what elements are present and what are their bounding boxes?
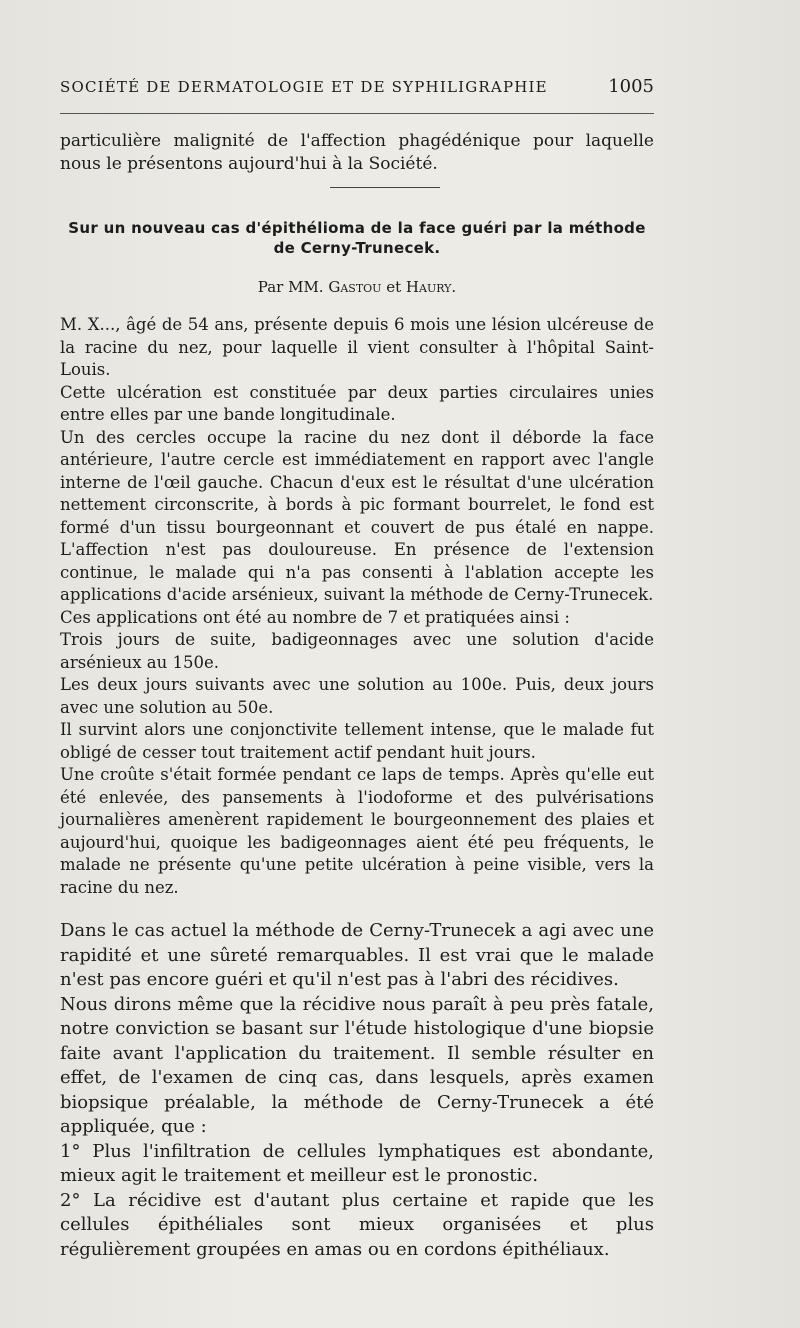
running-header: [60, 76, 654, 97]
section-divider: [330, 187, 440, 188]
case-paragraph: Trois jours de suite, badigeonnages avec une solution d'acide arsénieux au 150e.: [60, 630, 654, 672]
byline-and: et: [386, 278, 402, 296]
byline: [60, 278, 654, 296]
case-paragraph: Les deux jours suivants avec une solution au 100e. Puis, deux jours avec une solution au 50e.: [60, 675, 654, 717]
case-paragraph: Ces applications ont été au nombre de 7 et pratiquées ainsi :: [60, 607, 570, 627]
case-paragraph: Il survint alors une conjonctivite tellement intense, que le malade fut obligé de cesser tout traitement actif pendant huit jours.: [60, 720, 654, 762]
discussion-paragraph: Nous dirons même que la récidive nous paraît à peu près fatale, notre conviction se basant sur l'étude histologique d'une biopsie faite avant l'application du traitement. Il semble résulter en effet, de l'examen de cinq cas, dans lesquels, après examen biopsique préalable, la méthode de Cerny-Trunecek a été appliquée, que :: [60, 993, 654, 1137]
author-2: Haury.: [405, 278, 457, 296]
case-paragraph: Un des cercles occupe la racine du nez dont il déborde la face antérieure, l'autre cercle est immédiatement en rapport avec l'angle interne de l'œil gauche. Chacun d'eux est le résultat d'une ulcération nettement circonscrite, à bords à pic formant bourrelet, le fond est formé d'un tissu bourgeonnant et couvert de pus étalé en nappe. L'affection n'est pas douloureuse. En présence de l'extension continue, le malade qui n'a pas consenti à l'ablation accepte les applications d'acide arsénieux, suivant la méthode de Cerny-Trunecek.: [60, 427, 654, 604]
article-title-line-2: de Cerny-Trunecek.: [273, 239, 441, 257]
discussion: [60, 919, 654, 1262]
discussion-paragraph: 1° Plus l'infiltration de cellules lymphatiques est abondante, mieux agit le traitement et meilleur est le pronostic.: [60, 1140, 654, 1186]
discussion-paragraph: Dans le cas actuel la méthode de Cerny-Trunecek a agi avec une rapidité et une sûreté remarquables. Il est vrai que le malade n'est pas encore guéri et qu'il n'est pas à l'abri des récidives.: [60, 920, 654, 990]
page-body: [60, 130, 654, 1262]
running-title: SOCIÉTÉ DE DERMATOLOGIE ET DE SYPHILIGRAPHIE: [60, 78, 548, 96]
case-paragraph: Cette ulcération est constituée par deux parties circulaires unies entre elles par une bande longitudinale.: [60, 382, 654, 424]
page-number: 1005: [608, 76, 654, 97]
discussion-paragraph: 2° La récidive est d'autant plus certaine et rapide que les cellules épithéliales sont mieux organisées et plus régulièrement groupées en amas ou en cordons épithéliaux.: [60, 1189, 654, 1260]
continuation-paragraph: particulière malignité de l'affection phagédénique pour laquelle nous le présentons aujourd'hui à la Société.: [60, 131, 654, 174]
author-1: Gastou: [328, 278, 382, 296]
header-rule: [60, 113, 654, 114]
case-paragraph: M. X..., âgé de 54 ans, présente depuis 6 mois une lésion ulcéreuse de la racine du nez, pour laquelle il vient consulter à l'hôpital Saint-Louis.: [60, 315, 654, 379]
case-report: [60, 314, 654, 899]
article-title: [60, 218, 654, 258]
article-title-line-1: Sur un nouveau cas d'épithélioma de la face guéri par la méthode: [68, 219, 646, 237]
case-paragraph: Une croûte s'était formée pendant ce laps de temps. Après qu'elle eut été enlevée, des pansements à l'iodoforme et des pulvérisations journalières amenèrent rapidement le bourgeonnement des plaies et aujourd'hui, quoique les badigeonnages aient été peu fréquents, le malade ne présente qu'une petite ulcération à peine visible, vers la racine du nez.: [60, 765, 654, 897]
byline-prefix: Par MM.: [257, 278, 324, 296]
